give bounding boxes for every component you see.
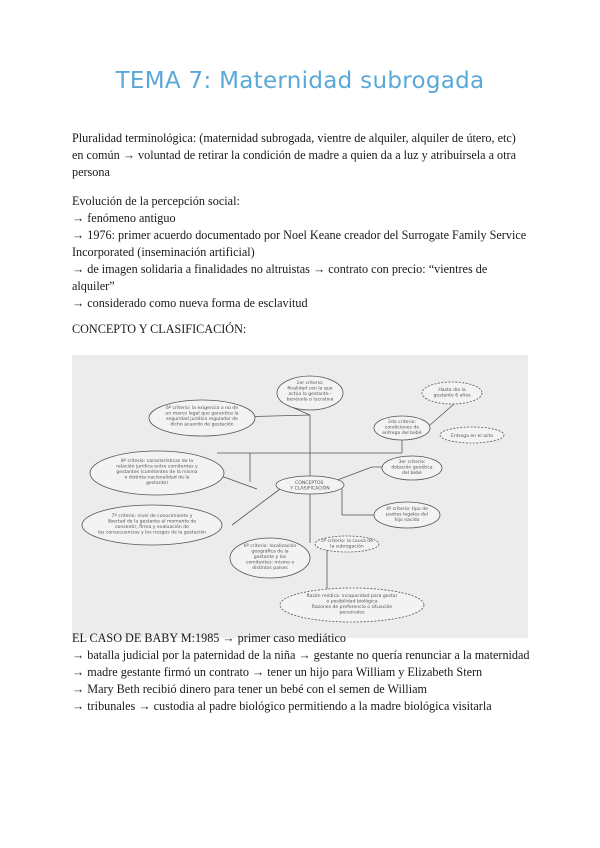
evolution-item: Incorporated (inseminación artificial) (72, 245, 255, 259)
diagram-node-text: Razón médica: incapacidad para gestar (306, 594, 398, 599)
intro-paragraph (72, 130, 532, 181)
diagram-node-text: 3er criterio: (398, 460, 426, 465)
diagram-node-text: condiciones de (384, 425, 420, 431)
diagram-node-text: 2do criterio: (388, 420, 416, 425)
diagram-node-text: gestante) (145, 481, 169, 486)
intro-line: en común → voluntad de retirar la condición de madre a quien da a luz y atribuírsela a otra (72, 148, 516, 162)
baby-m-item: → batalla judicial por la paternidad de la niña → gestante no quería renunciar a la maternidad (72, 648, 530, 662)
diagram-node-text: dicho acuerdo de gestación (170, 422, 234, 428)
diagram-center-label: CONCEPTOS Y CLASIFICACIÓN (290, 481, 330, 492)
diagram-node-text: 8º criterio: características de la (120, 459, 194, 464)
diagram-node-text: 6º criterio: localización (243, 544, 297, 549)
evolution-item: → considerado como nueva forma de esclavitud (72, 296, 308, 310)
diagram-node-text: 6º criterio: la exigencia o no de (165, 406, 239, 411)
diagram-node-text: actúa la gestante - (288, 392, 332, 397)
diagram-svg (72, 355, 528, 638)
baby-m-item: → tribunales → custodia al padre biológico permitiendo a la madre biológica visitarla (72, 699, 492, 713)
diagram-node-text: consentir, firma y evaluación de (115, 525, 189, 530)
classification-diagram (72, 355, 528, 638)
diagram-node-text: las consecuencias y los riesgos de la gestación (97, 530, 207, 536)
diagram-node-label (98, 513, 206, 536)
baby-m-item: → Mary Beth recibió dinero para tener un bebé con el semen de William (72, 682, 427, 696)
diagram-node-text: Hasta día la (438, 388, 466, 393)
evolution-section (72, 193, 532, 312)
diagram-node-text: o distinta nacionalidad de la (124, 475, 190, 481)
diagram-node-text: dotación genética (391, 465, 433, 471)
diagram-node-text: gestante 6 años (433, 393, 471, 399)
diagram-node-text: un marco legal que garantice la (165, 411, 239, 417)
intro-line: Pluralidad terminológica: (maternidad subrogada, vientre de alquiler, alquiler de útero, etc) (72, 131, 516, 145)
diagram-node-text: 1er criterio: (296, 381, 324, 386)
diagram-node-text: la subrogación (330, 544, 364, 550)
diagram-node-text: comitentes: mismo o (245, 560, 295, 566)
diagram-node-text: 5º criterio: la causa de (320, 539, 374, 544)
diagram-node-text: o posibilidad biológica (326, 599, 378, 605)
baby-m-section (72, 630, 532, 715)
diagram-node-text: Entrega en el acto (450, 434, 494, 439)
diagram-node-text: benévola o lucrativa (286, 397, 334, 403)
diagram-node-text: distintos países (252, 566, 288, 571)
evolution-item: → fenómeno antiguo (72, 211, 176, 225)
diagram-node-text: 7º criterio: nivel de conocimiento y (111, 514, 193, 519)
diagram-node-text: padres legales del (386, 512, 428, 518)
diagram-node-text: seguridad jurídica regulador de (165, 417, 239, 422)
diagram-node-text: gestante y los (253, 555, 287, 560)
diagram-node-text: del bebé (402, 471, 422, 476)
diagram-node-text: hijo nacido (394, 518, 420, 523)
baby-m-item: → madre gestante firmó un contrato → tener un hijo para William y Elizabeth Stern (72, 665, 483, 679)
evolution-item: → de imagen solidaria a finalidades no altruistas → contrato con precio: “vientres de (72, 262, 488, 276)
diagram-node-text: geográfica de la (251, 549, 289, 555)
diagram-node-text: entrega del bebé (382, 431, 422, 436)
diagram-node-text: gestantes (comitentes de la misma (116, 470, 198, 475)
diagram-node-text: finalidad con la que (287, 386, 333, 392)
diagram-node-label (451, 433, 493, 439)
evolution-heading: Evolución de la percepción social: (72, 194, 240, 208)
intro-line: persona (72, 165, 110, 179)
diagram-node-label (382, 419, 421, 436)
diagram-node-label (165, 405, 238, 428)
diagram-node-text: Razones de preferencia o situación (311, 605, 393, 610)
baby-m-heading: EL CASO DE BABY M:1985 → primer caso mediático (72, 631, 346, 645)
diagram-node-label (433, 386, 471, 399)
evolution-item: alquiler” (72, 279, 115, 293)
diagram-node-text: relación jurídica entre comitentes y (116, 464, 198, 470)
page-title: TEMA 7: Maternidad subrogada (115, 68, 485, 94)
diagram-nodes (82, 376, 504, 622)
diagram-node-text: libertad de la gestante al momento de (107, 519, 197, 525)
diagram-node-text: 4º criterio: tipo de (386, 507, 428, 512)
diagram-node-text: personales (339, 610, 365, 616)
concept-heading: CONCEPTO Y CLASIFICACIÓN: (72, 322, 247, 336)
evolution-item: → 1976: primer acuerdo documentado por Noel Keane creador del Surrogate Family Service (72, 228, 527, 242)
